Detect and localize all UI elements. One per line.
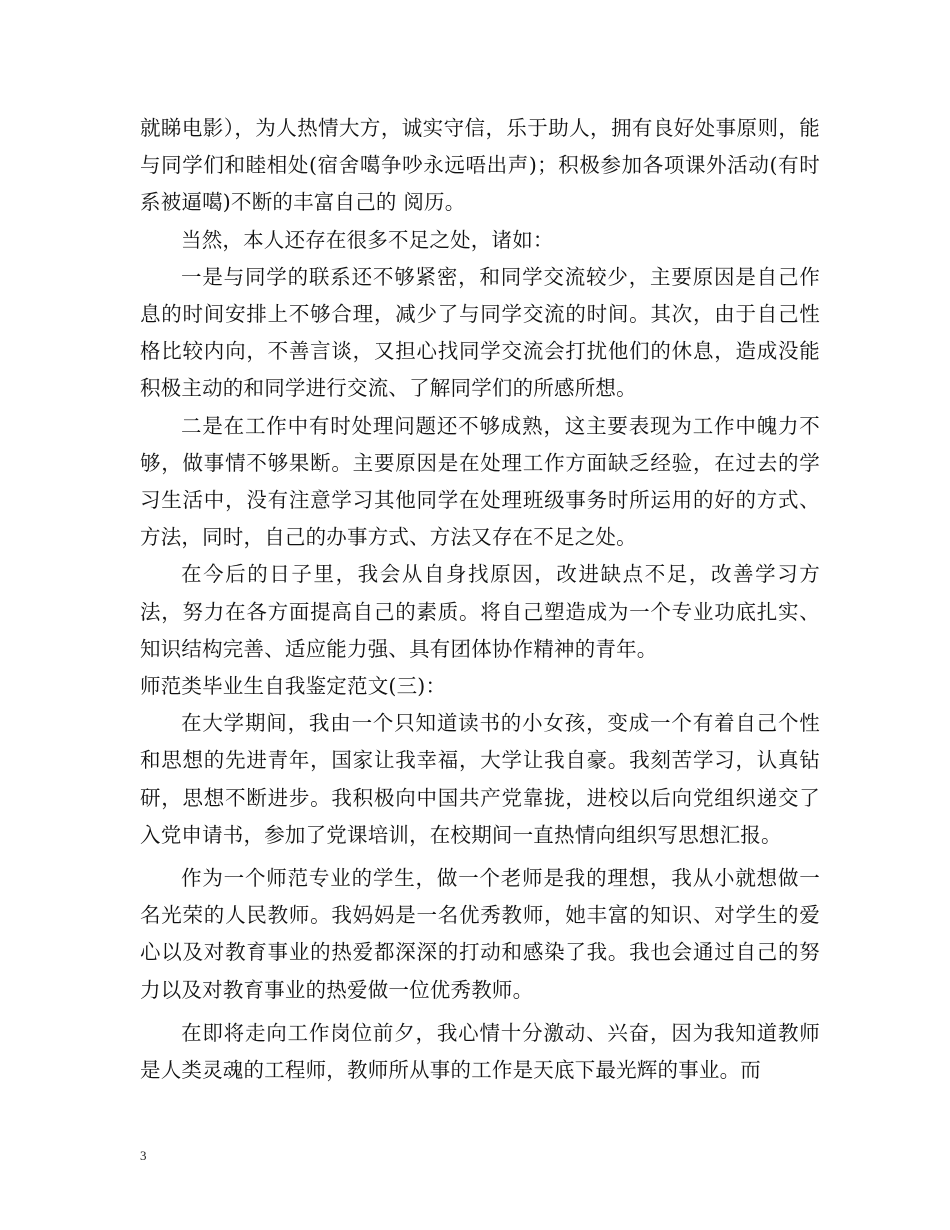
paragraph-9: 在即将走向工作岗位前夕，我心情十分激动、兴奋，因为我知道教师是人类灵魂的工程师，教师所从事的工作是天底下最光辉的事业。而 bbox=[140, 1020, 820, 1083]
document-body bbox=[140, 110, 820, 1089]
section-heading: 师范类毕业生自我鉴定范文(三)： bbox=[140, 674, 447, 699]
paragraph-8: 作为一个师范专业的学生，做一个老师是我的理想，我从小就想做一名光荣的人民教师。我妈妈是一名优秀教师，她丰富的知识、对学生的爱心以及对教育事业的热爱都深深的打动和感染了我。我也会通过自己的努力以及对教育事业的热爱做一位优秀教师。 bbox=[140, 866, 820, 1002]
paragraph-3: 一是与同学的联系还不够紧密，和同学交流较少，主要原因是自己作息的时间安排上不够合理，减少了与同学交流的时间。其次，由于自己性格比较内向，不善言谈，又担心找同学交流会打扰他们的休息，造成没能积极主动的和同学进行交流、了解同学们的所感所想。 bbox=[140, 264, 820, 401]
paragraph-7: 在大学期间，我由一个只知道读书的小女孩，变成一个有着自己个性和思想的先进青年，国家让我幸福，大学让我自豪。我刻苦学习，认真钻研，思想不断进步。我积极向中国共产党靠拢，进校以后向党组织递交了入党申请书，参加了党课培训，在校期间一直热情向组织写思想汇报。 bbox=[140, 711, 820, 847]
paragraph-4: 二是在工作中有时处理问题还不够成熟，这主要表现为工作中魄力不够，做事情不够果断。主要原因是在处理工作方面缺乏经验，在过去的学习生活中，没有注意学习其他同学在处理班级事务时所运用的好的方式、方法，同时，自己的办事方式、方法又存在不足之处。 bbox=[140, 413, 820, 550]
paragraph-1: 就睇电影），为人热情大方，诚实守信，乐于助人，拥有良好处事原则，能与同学们和睦相处(宿舍噶争吵永远唔出声)；积极参加各项课外活动(有时系被逼噶)不断的丰富自己的 阅历。 bbox=[140, 116, 820, 215]
paragraph-2: 当然，本人还存在很多不足之处，诸如： bbox=[181, 227, 554, 252]
page-number: 3 bbox=[140, 1148, 147, 1163]
paragraph-5: 在今后的日子里，我会从自身找原因，改进缺点不足，改善学习方法，努力在各方面提高自己的素质。将自己塑造成为一个专业功底扎实、知识结构完善、适应能力强、具有团体协作精神的青年。 bbox=[140, 562, 820, 661]
